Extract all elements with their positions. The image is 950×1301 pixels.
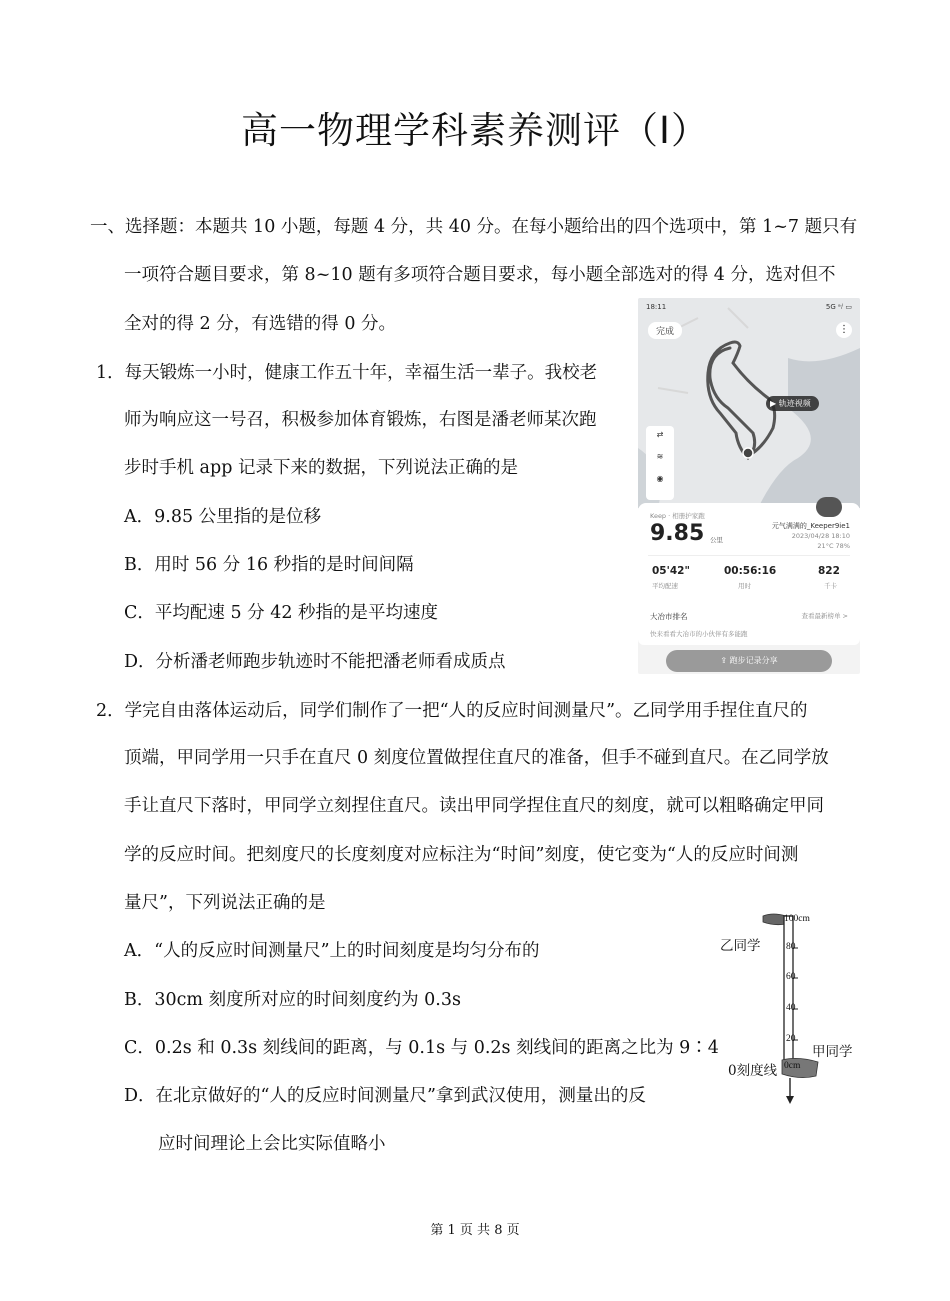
map-side-toolbar bbox=[646, 426, 674, 500]
page-footer: 第 1 页 共 8 页 bbox=[430, 1223, 520, 1238]
rank-title: 大冶市排名 bbox=[650, 612, 688, 621]
q2-option-c: C．0.2s 和 0.3s 刻线间的距离，与 0.1s 与 0.2s 刻线间的距离之比为 9∶4 bbox=[124, 1038, 719, 1058]
ruler-bottom-label: 0cm bbox=[784, 1061, 801, 1071]
person-a-label: 甲同学 bbox=[812, 1044, 853, 1060]
q2-stem-line-4: 学的反应时间。把刻度尺的长度刻度对应标注为“时间”刻度，使它变为“人的反应时间测 bbox=[124, 845, 799, 865]
duration-label: 用时 bbox=[738, 582, 751, 590]
divider bbox=[648, 555, 850, 556]
q2-stem-line-5: 量尺”，下列说法正确的是 bbox=[124, 893, 326, 913]
swap-icon[interactable]: ⇄ bbox=[656, 430, 664, 439]
done-button[interactable]: 完成 bbox=[648, 322, 682, 339]
phone-status-icons: 5G ᵃᵢˡ ▭ bbox=[825, 303, 852, 311]
layers-icon[interactable]: ≋ bbox=[656, 452, 664, 461]
eye-icon[interactable]: ◉ bbox=[656, 474, 664, 483]
ruler-tick-60: 60 bbox=[786, 972, 796, 982]
section-instructions-line-1: 一、选择题：本题共 10 小题，每题 4 分，共 40 分。在每小题给出的四个选项中，第 1~7 题只有 bbox=[90, 217, 858, 237]
phone-status-time: 18:11 bbox=[646, 303, 667, 311]
rank-subtitle: 快来看看大冶市的小伙伴有多能跑 bbox=[650, 630, 748, 638]
calories-label: 千卡 bbox=[824, 582, 837, 590]
route-video-label: 轨迹视频 bbox=[778, 399, 811, 408]
q1-stem-line-2: 师为响应这一号召，积极参加体育锻炼，右图是潘老师某次跑 bbox=[124, 410, 597, 430]
play-icon: ▶ bbox=[770, 399, 777, 408]
user-name: 元气满满的_Keeper9ie1 bbox=[771, 522, 850, 530]
q1-option-b: B．用时 56 分 16 秒指的是时间间隔 bbox=[124, 555, 414, 575]
app-brand: Keep · 相册护家跑 bbox=[650, 512, 705, 520]
city-rank-card[interactable] bbox=[638, 601, 860, 645]
q2-option-a: A．“人的反应时间测量尺”上的时间刻度是均匀分布的 bbox=[124, 941, 540, 961]
q1-option-c: C．平均配速 5 分 42 秒指的是平均速度 bbox=[124, 603, 439, 623]
reaction-ruler-figure bbox=[718, 910, 868, 1110]
avatar bbox=[816, 497, 842, 517]
pace-label: 平均配速 bbox=[652, 582, 678, 590]
person-b-label: 乙同学 bbox=[720, 938, 761, 954]
rank-link[interactable]: 查看最新榜单 > bbox=[801, 612, 848, 620]
q2-option-b: B．30cm 刻度所对应的时间刻度约为 0.3s bbox=[124, 990, 461, 1010]
section-instructions-line-2: 一项符合题目要求，第 8~10 题有多项符合题目要求，每小题全部选对的得 4 分，选对但不 bbox=[124, 265, 836, 285]
calories-value: 822 bbox=[818, 565, 840, 577]
q1-stem-line-1: 1．每天锻炼一小时，健康工作五十年，幸福生活一辈子。我校老 bbox=[96, 363, 598, 383]
share-label: 跑步记录分享 bbox=[729, 656, 778, 665]
q1-stem-line-3: 步时手机 app 记录下来的数据，下列说法正确的是 bbox=[124, 458, 518, 478]
section-instructions-line-3: 全对的得 2 分，有选错的得 0 分。 bbox=[124, 314, 397, 334]
q2-stem-line-2: 顶端，甲同学用一只手在直尺 0 刻度位置做捏住直尺的准备，但手不碰到直尺。在乙同学放 bbox=[124, 748, 829, 768]
duration-value: 00:56:16 bbox=[724, 565, 777, 577]
zero-line-label: 0刻度线 bbox=[728, 1063, 778, 1079]
share-run-button[interactable] bbox=[666, 650, 832, 672]
pace-value: 05'42" bbox=[652, 565, 690, 577]
q2-option-d: D．在北京做好的“人的反应时间测量尺”拿到武汉使用，测量出的反 bbox=[124, 1086, 646, 1106]
run-summary-card bbox=[638, 503, 860, 617]
ruler-tick-80: 80 bbox=[786, 942, 796, 952]
share-icon: ⇪ bbox=[720, 656, 730, 665]
ruler-tick-20: 20 bbox=[786, 1034, 796, 1044]
q1-option-a: A．9.85 公里指的是位移 bbox=[124, 507, 322, 527]
running-app-screenshot bbox=[638, 298, 860, 674]
route-video-button[interactable] bbox=[766, 396, 819, 411]
ruler-top-label: 100cm bbox=[784, 914, 810, 924]
q2-stem-line-3: 手让直尺下落时，甲同学立刻捏住直尺。读出甲同学捏住直尺的刻度，就可以粗略确定甲同 bbox=[124, 796, 824, 816]
q2-stem-line-1: 2．学完自由落体运动后，同学们制作了一把“人的反应时间测量尺”。乙同学用手捏住直尺的 bbox=[96, 701, 808, 721]
weather-info: 21°C 78% bbox=[817, 542, 850, 550]
more-icon[interactable]: ⋮ bbox=[836, 322, 852, 338]
run-date: 2023/04/28 18:10 bbox=[791, 532, 850, 540]
q1-option-d: D．分析潘老师跑步轨迹时不能把潘老师看成质点 bbox=[124, 652, 506, 672]
q2-option-d-cont: 应时间理论上会比实际值略小 bbox=[158, 1134, 386, 1154]
distance-unit: 公里 bbox=[710, 536, 723, 544]
distance-value: 9.85 bbox=[650, 521, 705, 546]
page-title: 高一物理学科素养测评（Ⅰ） bbox=[241, 109, 709, 152]
ruler-tick-40: 40 bbox=[786, 1003, 796, 1013]
